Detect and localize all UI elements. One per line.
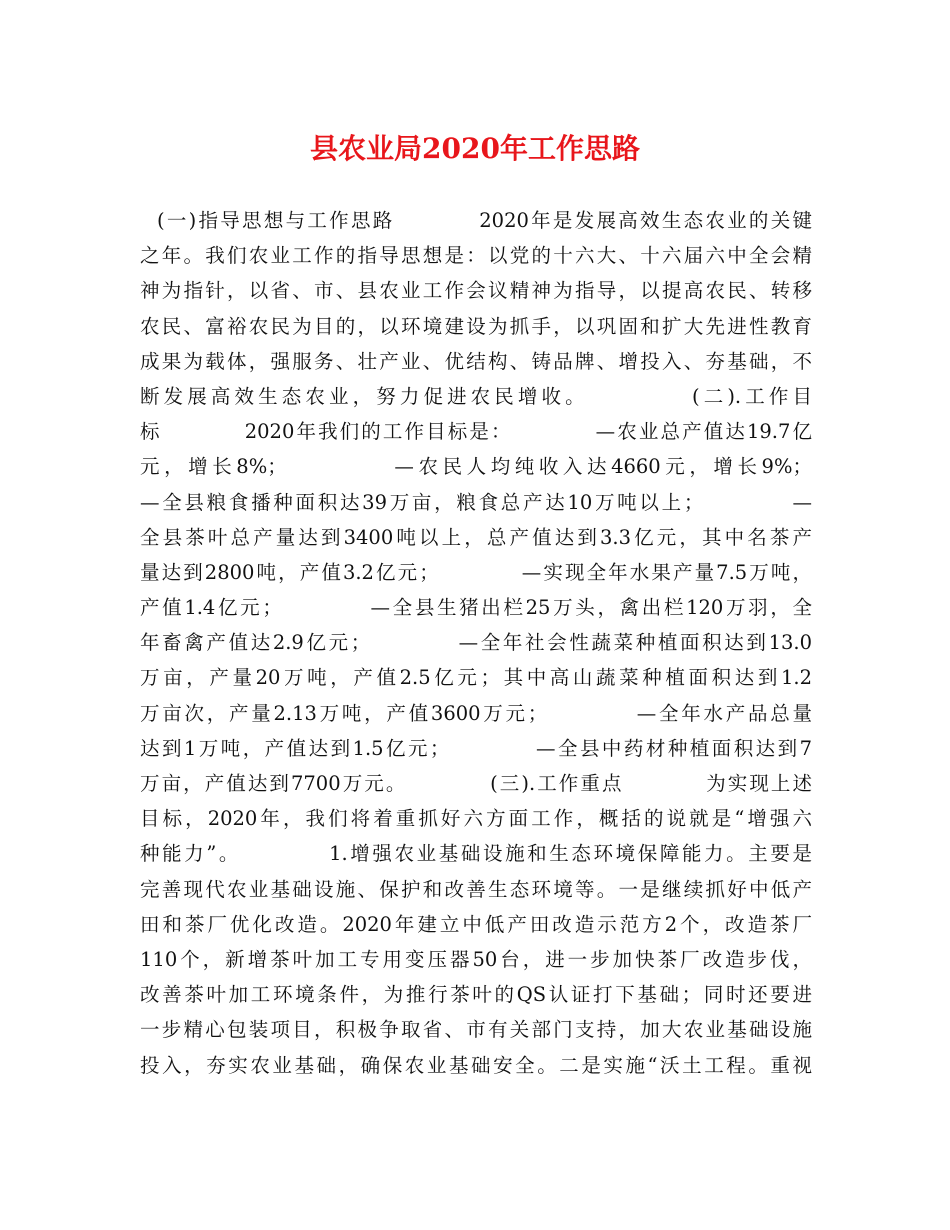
body-line: 断发展高效生态农业，努力促进农民增收。 (二).工作目 [140,384,812,408]
body-line: 改善茶叶加工环境条件，为推行茶叶的QS认证打下基础；同时还要进 [140,983,812,1007]
body-line: 投入，夯实农业基础，确保农业基础安全。二是实施“沃土工程。重视 [140,1053,812,1077]
body-line: —全县粮食播种面积达39万亩，粮食总产达10万吨以上； — [140,490,812,514]
body-line: 万亩，产值达到7700万元。 (三).工作重点 为实现上述 [140,772,812,795]
body-line: (一)指导思想与工作思路 2020年是发展高效生态农业的关键 [140,209,812,232]
body-line: 量达到2800吨，产值3.2亿元； —实现全年水果产量7.5万吨， [140,560,812,584]
body-line: 成果为载体，强服务、壮产业、优结构、铸品牌、增投入、夯基础，不 [140,349,812,373]
body-line: 达到1万吨，产值达到1.5亿元； —全县中药材种植面积达到7 [140,736,812,760]
body-line: 产值1.4亿元； —全县生猪出栏25万头，禽出栏120万羽，全 [140,596,812,620]
body-line: 万亩，产量20万吨，产值2.5亿元；其中高山蔬菜种植面积达到1.2 [140,666,812,690]
body-line: 标 2020年我们的工作目标是： —农业总产值达19.7亿 [140,420,812,444]
body-line: 万亩次，产量2.13万吨，产值3600万元； —全年水产品总量 [140,701,812,725]
body-line: 全县茶叶总产量达到3400吨以上，总产值达到3.3亿元，其中名茶产 [140,525,812,549]
body-line: 完善现代农业基础设施、保护和改善生态环境等。一是继续抓好中低产 [140,877,812,901]
document-body [140,203,812,1083]
document-title: 县农业局2020年工作思路 [310,132,640,165]
body-line: 元，增长8%； —农民人均纯收入达4660元，增长9%； [140,455,812,479]
body-line: 年畜禽产值达2.9亿元； —全年社会性蔬菜种植面积达到13.0 [140,631,812,655]
body-line: 种能力”。 1.增强农业基础设施和生态环境保障能力。主要是 [140,842,812,866]
body-line: 之年。我们农业工作的指导思想是：以党的十六大、十六届六中全会精 [140,244,812,268]
body-line: 一步精心包装项目，积极争取省、市有关部门支持，加大农业基础设施 [140,1018,812,1042]
body-line: 110个，新增茶叶加工专用变压器50台，进一步加快茶厂改造步伐， [140,947,812,971]
body-line: 目标，2020年，我们将着重抓好六方面工作，概括的说就是“增强六 [140,807,812,831]
body-line: 田和茶厂优化改造。2020年建立中低产田改造示范方2个，改造茶厂 [140,912,812,936]
body-line: 农民、富裕农民为目的，以环境建设为抓手，以巩固和扩大先进性教育 [140,314,812,338]
body-line: 神为指针，以省、市、县农业工作会议精神为指导，以提高农民、转移 [140,279,812,303]
